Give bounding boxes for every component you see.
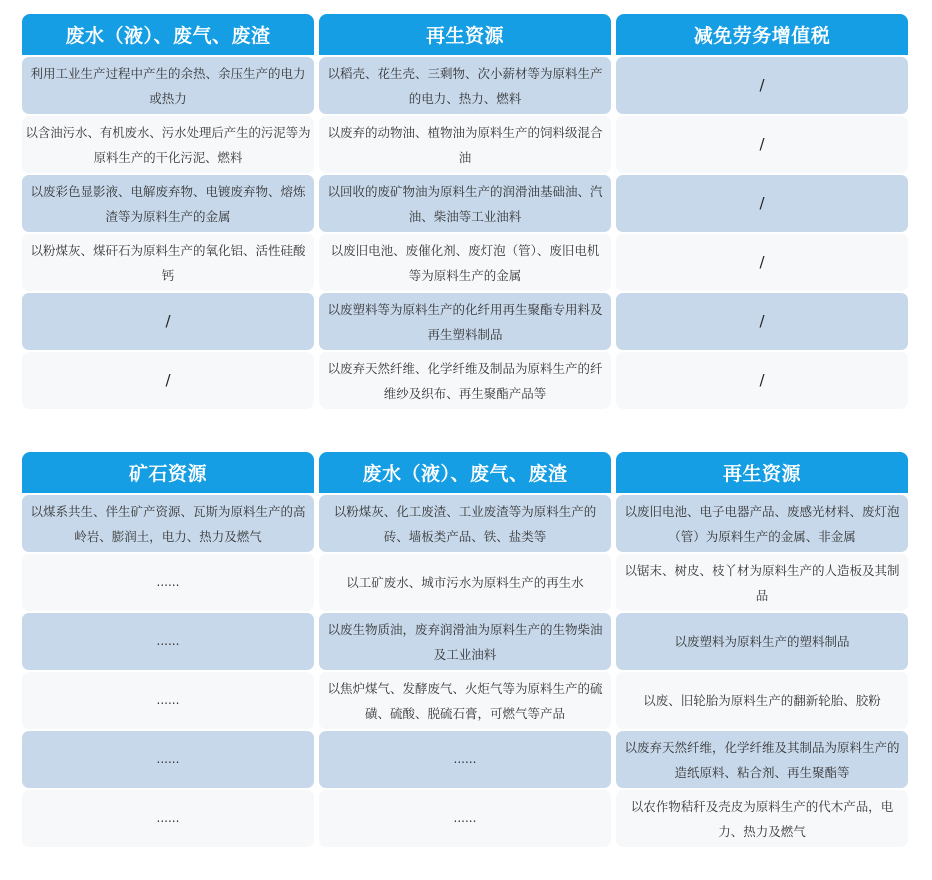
table-cell: / <box>616 293 908 350</box>
table-cell: / <box>616 352 908 409</box>
table-cell: 以焦炉煤气、发酵废气、火炬气等为原料生产的硫磺、硫酸、脱硫石膏，可燃气等产品 <box>319 672 611 729</box>
table-cell: 以锯末、树皮、枝丫材为原料生产的人造板及其制品 <box>616 554 908 611</box>
table-cell: 以粉煤灰、化工废渣、工业废渣等为原料生产的砖、墙板类产品、铁、盐类等 <box>319 495 611 552</box>
table-cell: 以废弃天然纤维、化学纤维及制品为原料生产的纤维纱及织布、再生聚酯产品等 <box>319 352 611 409</box>
table-cell: 以废弃天然纤维，化学纤维及其制品为原料生产的造纸原料、粘合剂、再生聚酯等 <box>616 731 908 788</box>
table-waste-renewable-vat <box>22 14 908 409</box>
table-cell: 以废弃的动物油、植物油为原料生产的饲料级混合油 <box>319 116 611 173</box>
table-cell: ...... <box>22 554 314 611</box>
table-cell: / <box>616 116 908 173</box>
table-cell: 以工矿废水、城市污水为原料生产的再生水 <box>319 554 611 611</box>
column-header: 再生资源 <box>616 452 908 493</box>
table-mineral-waste-renewable <box>22 452 908 847</box>
table-cell: / <box>616 234 908 291</box>
table-cell: 利用工业生产过程中产生的余热、余压生产的电力或热力 <box>22 57 314 114</box>
column-header: 矿石资源 <box>22 452 314 493</box>
table-cell: ...... <box>22 672 314 729</box>
column-header: 废水（液）、废气、废渣 <box>22 14 314 55</box>
table-cell: 以回收的废矿物油为原料生产的润滑油基础油、汽油、柴油等工业油料 <box>319 175 611 232</box>
table-cell: 以废生物质油，废弃润滑油为原料生产的生物柴油及工业油料 <box>319 613 611 670</box>
table-cell: ...... <box>319 790 611 847</box>
table-cell: 以废塑料为原料生产的塑料制品 <box>616 613 908 670</box>
column-header: 减免劳务增值税 <box>616 14 908 55</box>
table-cell: ...... <box>22 790 314 847</box>
table-cell: 以粉煤灰、煤矸石为原料生产的氧化铝、活性硅酸钙 <box>22 234 314 291</box>
table-cell: 以废旧电池、废催化剂、废灯泡（管）、废旧电机等为原料生产的金属 <box>319 234 611 291</box>
table-cell: 以废彩色显影液、电解废弃物、电镀废弃物、熔炼渣等为原料生产的金属 <box>22 175 314 232</box>
table-cell: / <box>22 293 314 350</box>
table-cell: 以农作物秸秆及壳皮为原料生产的代木产品，电力、热力及燃气 <box>616 790 908 847</box>
table-cell: 以废塑料等为原料生产的化纤用再生聚酯专用料及再生塑料制品 <box>319 293 611 350</box>
table-cell: / <box>616 175 908 232</box>
table-cell: / <box>22 352 314 409</box>
table-cell: ...... <box>22 731 314 788</box>
table-cell: 以煤系共生、伴生矿产资源、瓦斯为原料生产的高岭岩、膨润土，电力、热力及燃气 <box>22 495 314 552</box>
table-cell: 以废旧电池、电子电器产品、废感光材料、废灯泡（管）为原料生产的金属、非金属 <box>616 495 908 552</box>
table-cell: 以含油污水、有机废水、污水处理后产生的污泥等为原料生产的干化污泥、燃料 <box>22 116 314 173</box>
table-cell: 以废、旧轮胎为原料生产的翻新轮胎、胶粉 <box>616 672 908 729</box>
table-cell: ...... <box>22 613 314 670</box>
table-cell: 以稻壳、花生壳、三剩物、次小薪材等为原料生产的电力、热力、燃料 <box>319 57 611 114</box>
table-cell: ...... <box>319 731 611 788</box>
column-header: 再生资源 <box>319 14 611 55</box>
column-header: 废水（液）、废气、废渣 <box>319 452 611 493</box>
table-cell: / <box>616 57 908 114</box>
